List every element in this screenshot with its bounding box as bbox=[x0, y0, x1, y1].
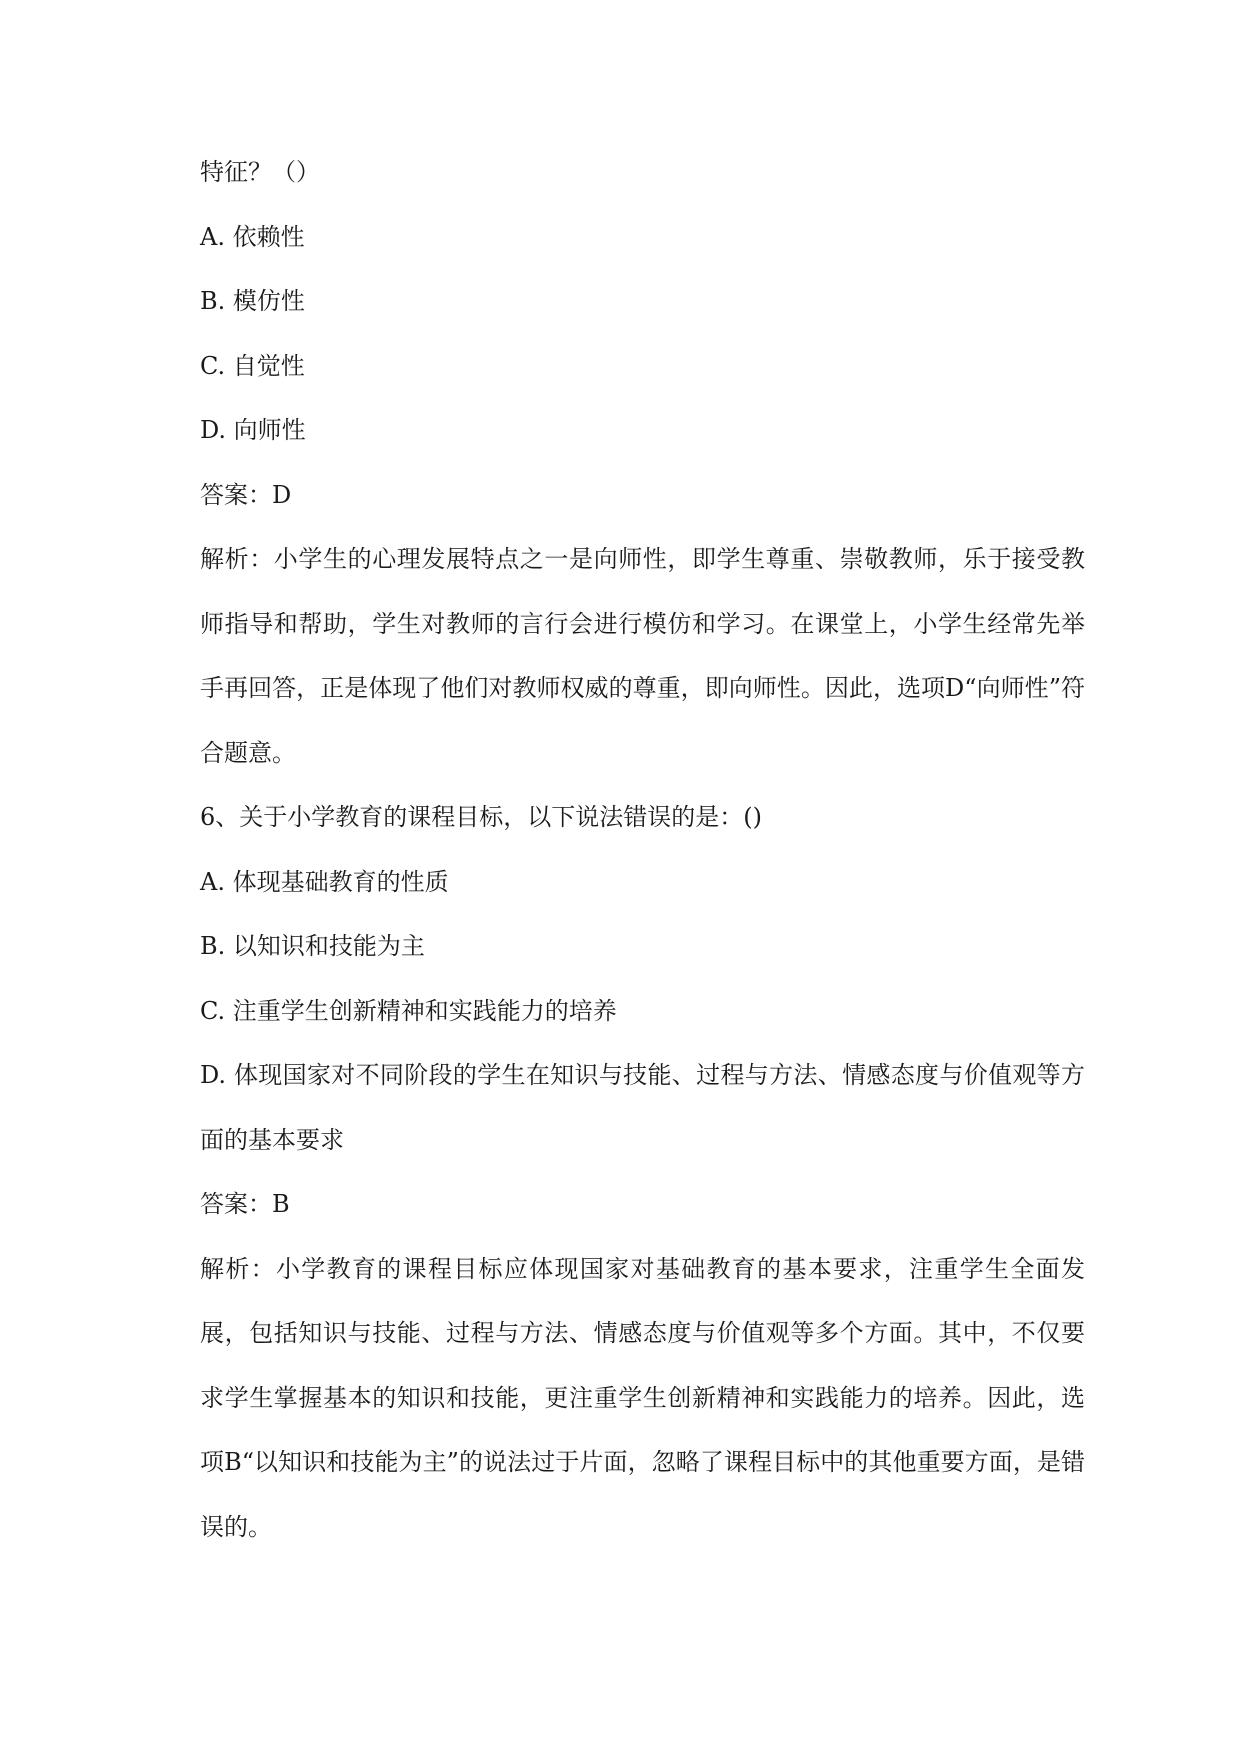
question-6-option-d: D. 体现国家对不同阶段的学生在知识与技能、过程与方法、情感态度与价值观等方面的基本要求 bbox=[200, 1061, 1085, 1154]
question-5-analysis: 解析：小学生的心理发展特点之一是向师性，即学生尊重、崇敬教师，乐于接受教师指导和帮助，学生对教师的言行会进行模仿和学习。在课堂上，小学生经常先举手再回答，正是体现了他们对教师权威的尊重，即向师性。因此，选项D“向师性”符合题意。 bbox=[200, 545, 1085, 767]
question-5-option-b: B. 模仿性 bbox=[200, 287, 305, 315]
question-6-stem: 6、关于小学教育的课程目标，以下说法错误的是：() bbox=[200, 803, 762, 831]
question-6-option-a: A. 体现基础教育的性质 bbox=[200, 867, 449, 896]
question-6-option-c: C. 注重学生创新精神和实践能力的培养 bbox=[200, 996, 617, 1025]
question-5-option-a: A. 依赖性 bbox=[200, 222, 305, 251]
page-content bbox=[200, 140, 1085, 1559]
question-6-analysis: 解析：小学教育的课程目标应体现国家对基础教育的基本要求，注重学生全面发展，包括知识与技能、过程与方法、情感态度与价值观等多个方面。其中，不仅要求学生掌握基本的知识和技能，更注重学生创新精神和实践能力的培养。因此，选项B“以知识和技能为主”的说法过于片面，忽略了课程目标中的其他重要方面，是错误的。 bbox=[200, 1254, 1085, 1541]
question-6-option-b: B. 以知识和技能为主 bbox=[200, 932, 425, 960]
question-5-option-d: D. 向师性 bbox=[200, 416, 306, 444]
question-5-stem-tail: 特征？（） bbox=[200, 158, 320, 186]
question-5-option-c: C. 自觉性 bbox=[200, 351, 305, 380]
question-5-answer: 答案：D bbox=[200, 480, 292, 509]
question-6-answer: 答案：B bbox=[200, 1190, 290, 1218]
